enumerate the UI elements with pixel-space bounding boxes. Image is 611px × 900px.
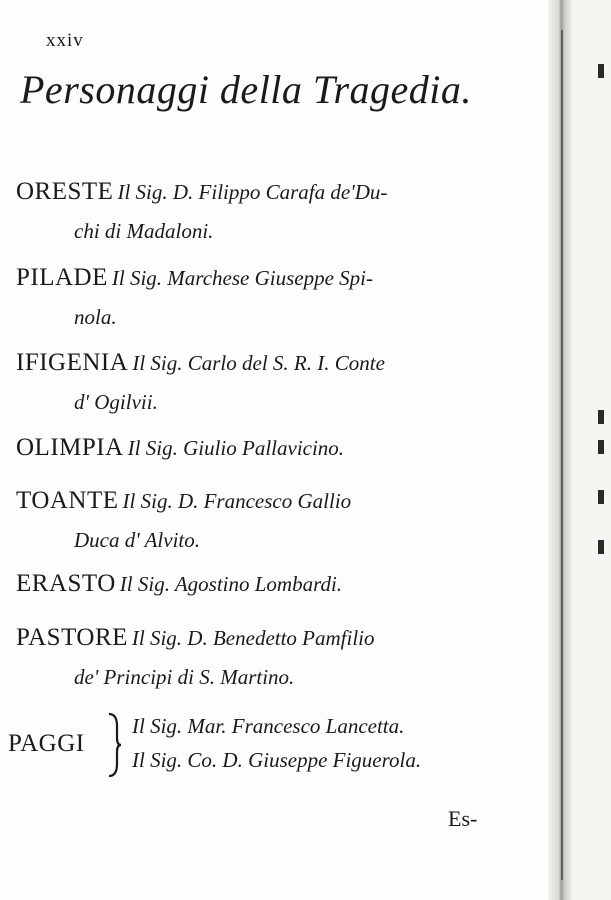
character-name: ERASTO [16, 570, 116, 597]
character-name: ORESTE [16, 178, 114, 205]
binding-gutter [548, 0, 572, 900]
character-entry-erasto [16, 566, 526, 605]
right-brace-icon [106, 712, 122, 778]
paggi-actor-1: Il Sig. Mar. Francesco Lancetta. [132, 714, 405, 738]
character-name: IFIGENIA [16, 349, 129, 376]
character-actor: Il Sig. Marchese Giuseppe Spi- [111, 266, 373, 290]
facing-page-glyph [598, 64, 604, 78]
character-actor: Il Sig. D. Francesco Gallio [122, 489, 352, 513]
facing-page-glyph [598, 490, 604, 504]
character-entry-oreste [16, 174, 526, 249]
character-actor: Il Sig. D. Benedetto Pamfilio [131, 626, 375, 650]
character-actor: Il Sig. Carlo del S. R. I. Conte [132, 351, 385, 375]
character-entry-paggi [8, 712, 528, 782]
character-actor-cont: d' Ogilvii. [74, 390, 158, 414]
character-name: PILADE [16, 264, 108, 291]
character-actor-cont: nola. [74, 305, 117, 329]
page-number: xxiv [46, 30, 84, 51]
character-actor: Il Sig. D. Filippo Carafa de'Du- [117, 180, 388, 204]
character-actor-cont: chi di Madaloni. [74, 219, 214, 243]
character-name: PASTORE [16, 624, 128, 651]
character-actor: Il Sig. Giulio Pallavicino. [127, 436, 345, 460]
facing-page-edge [572, 0, 611, 900]
character-actor-cont: de' Principi di S. Martino. [74, 665, 295, 689]
character-name: OLIMPIA [16, 434, 124, 461]
character-entry-olimpia [16, 430, 526, 469]
character-entry-ifigenia [16, 345, 526, 420]
facing-page-glyph [598, 440, 604, 454]
page-title: Personaggi della Tragedia. [20, 67, 472, 112]
character-actor: Il Sig. Agostino Lombardi. [119, 572, 343, 596]
paggi-actor-2: Il Sig. Co. D. Giuseppe Figuerola. [132, 748, 422, 772]
character-name: TOANTE [16, 487, 119, 514]
character-entry-pastore [16, 620, 526, 695]
gutter-shadow-line [561, 30, 563, 880]
facing-page-glyph [598, 410, 604, 424]
character-actor-cont: Duca d' Alvito. [74, 528, 200, 552]
catchword: Es- [448, 806, 478, 831]
character-entry-pilade [16, 260, 526, 335]
facing-page-glyph [598, 540, 604, 554]
character-entry-toante [16, 483, 526, 558]
character-name: PAGGI [8, 730, 85, 757]
